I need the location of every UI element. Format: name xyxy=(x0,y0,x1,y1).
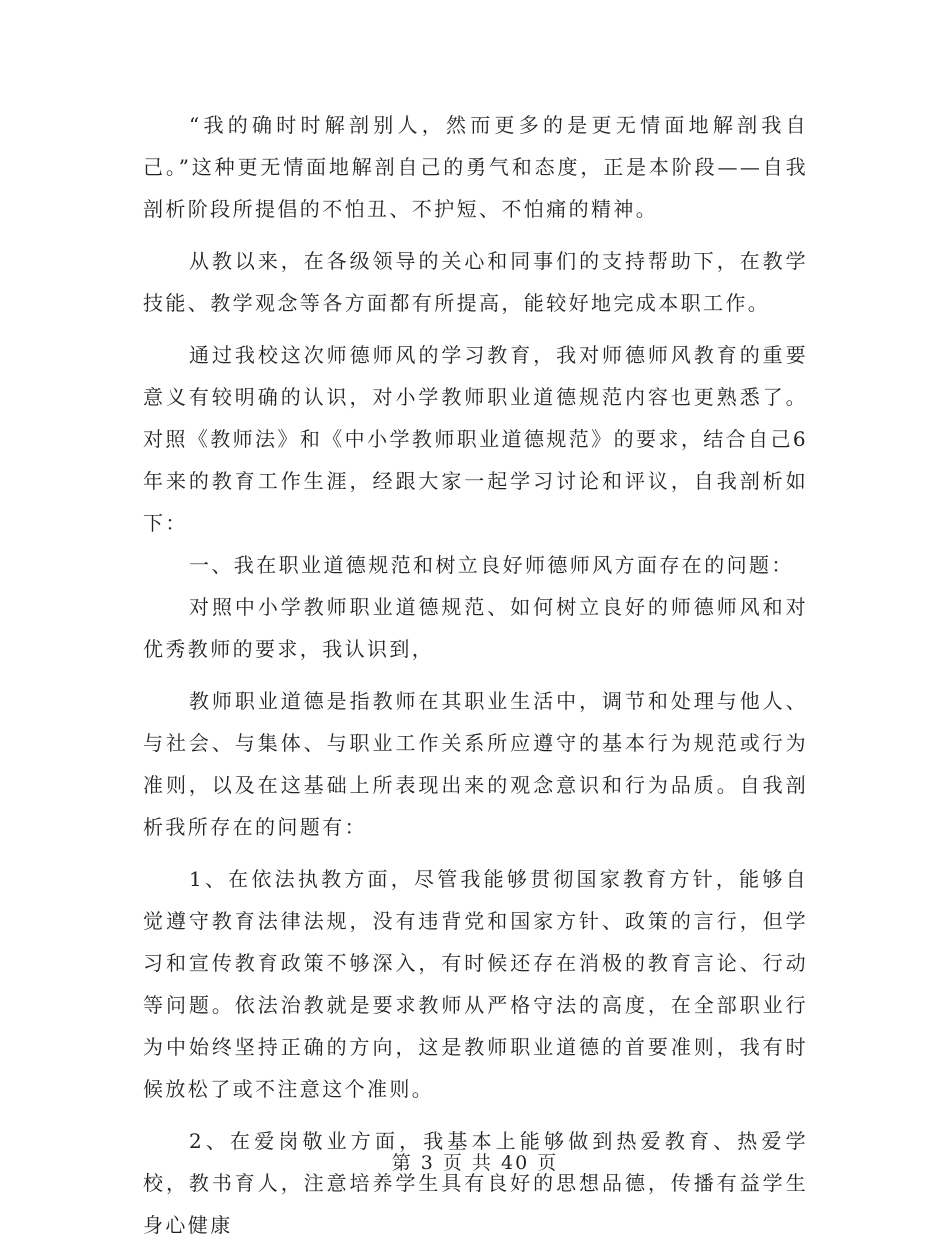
section-heading-1: 一、我在职业道德规范和树立良好师德师风方面存在的问题： xyxy=(189,553,794,577)
paragraph-5: 教师职业道德是指教师在其职业生活中，调节和处理与他人、与社会、与集体、与职业工作关系所应遵守的基本行为规范或行为准则，以及在这基础上所表现出来的观念意识和行为品质。自我剖析我所存在的问题有： xyxy=(143,689,808,839)
document-body xyxy=(143,104,808,1246)
page-number-label: 第 3 页 共 40 页 xyxy=(391,1152,559,1174)
page-footer xyxy=(0,1148,950,1175)
paragraph-4: 对照中小学教师职业道德规范、如何树立良好的师德师风和对优秀教师的要求，我认识到， xyxy=(143,595,808,661)
paragraph-3: 通过我校这次师德师风的学习教育，我对师德师风教育的重要意义有较明确的认识，对小学教师职业道德规范内容也更熟悉了。对照《教师法》和《中小学教师职业道德规范》的要求，结合自己6年来的教育工作生涯，经跟大家一起学习讨论和评议，自我剖析如下： xyxy=(143,343,808,535)
paragraph-2: 从教以来，在各级领导的关心和同事们的支持帮助下，在教学技能、教学观念等各方面都有所提高，能较好地完成本职工作。 xyxy=(143,249,808,315)
paragraph-6: 1、在依法执教方面，尽管我能够贯彻国家教育方针，能够自觉遵守教育法律法规，没有违背党和国家方针、政策的言行，但学习和宣传教育政策不够深入，有时候还存在消极的教育言论、行动等问题。依法治教就是要求教师从严格守法的高度，在全部职业行为中始终坚持正确的方向，这是教师职业道德的首要准则，我有时候放松了或不注意这个准则。 xyxy=(143,867,808,1101)
paragraph-7: 2、在爱岗敬业方面，我基本上能够做到热爱教育、热爱学校，教书育人，注意培养学生具有良好的思想品德，传播有益学生身心健康 xyxy=(143,1129,808,1237)
paragraph-1: “我的确时时解剖别人，然而更多的是更无情面地解剖我自己。”这种更无情面地解剖自己的勇气和态度，正是本阶段——自我剖析阶段所提倡的不怕丑、不护短、不怕痛的精神。 xyxy=(143,113,808,221)
